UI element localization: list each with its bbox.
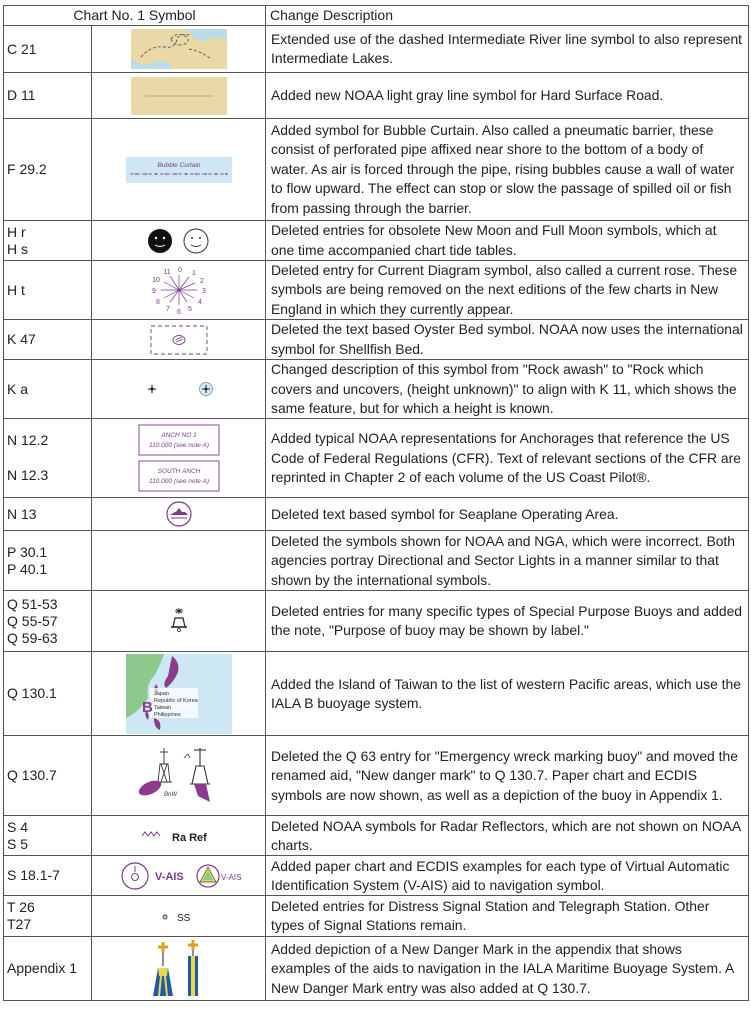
row-code: Q 51-53 Q 55-57 Q 59-63 — [4, 591, 92, 652]
row-code: S 4 S 5 — [4, 816, 92, 856]
table-row — [4, 652, 749, 736]
table-row — [4, 591, 749, 652]
svg-text:Japan: Japan — [153, 690, 169, 697]
row-description: Deleted the symbols shown for NOAA and NGA, which were incorrect. Both agencies portray Directional and Sector Lights in a manner similar to that shown by the international symbols. — [266, 531, 749, 591]
new-danger-buoy-icon — [92, 937, 266, 1001]
svg-text:Taiwan: Taiwan — [153, 704, 171, 711]
header-description: Change Description — [266, 6, 749, 26]
virtual-ais-icon — [92, 856, 266, 896]
table-row — [4, 736, 749, 816]
svg-text:110.000 (see note A): 110.000 (see note A) — [148, 478, 209, 486]
svg-text:SS: SS — [176, 913, 190, 925]
radar-reflector-icon — [92, 816, 266, 856]
row-code: H r H s — [4, 221, 92, 261]
row-code: K a — [4, 360, 92, 419]
row-code: F 29.2 — [4, 119, 92, 221]
row-code: N 13 — [4, 498, 92, 531]
row-code: N 12.2 N 12.3 — [4, 419, 92, 498]
current-rose-icon — [92, 261, 266, 320]
row-description: Added the Island of Taiwan to the list of western Pacific areas, which use the IALA B buoyage system. — [266, 652, 749, 736]
row-description: Deleted entries for obsolete New Moon and Full Moon symbols, which at one time accompanied chart tide tables. — [266, 221, 749, 261]
svg-text:Philippines: Philippines — [153, 711, 181, 718]
table-row — [4, 261, 749, 320]
svg-text:Republic of Korea: Republic of Korea — [153, 697, 198, 704]
row-code: S 18.1-7 — [4, 856, 92, 896]
svg-text:3: 3 — [201, 288, 206, 296]
dashed-river-line-icon — [92, 26, 266, 73]
oyster-bed-icon — [92, 320, 266, 360]
row-description: Deleted the Q 63 entry for "Emergency wreck marking buoy" and moved the renamed aid, "New danger mark" to Q 130.7. Paper chart and ECDIS symbols are now shown, as well as a depiction of the buoy in Appendix 1. — [266, 736, 749, 816]
table-row — [4, 221, 749, 261]
bubble-curtain-icon — [92, 119, 266, 221]
row-code: Q 130.7 — [4, 736, 92, 816]
table-row — [4, 937, 749, 1001]
svg-text:9: 9 — [151, 288, 156, 296]
row-description: Added typical NOAA representations for Anchorages that reference the US Code of Federal Regulations (CFR). Text of relevant sections of the CFR are reprinted in Chapter 2 of each volume of the US Coast Pilot®. — [266, 419, 749, 498]
row-description: Extended use of the dashed Intermediate River line symbol to also represent Intermediate Lakes. — [266, 26, 749, 73]
svg-text:V-AIS: V-AIS — [154, 870, 184, 883]
new-danger-mark-icon — [92, 736, 266, 816]
row-description: Deleted entry for Current Diagram symbol, also called a current rose. These symbols are being removed on the next editions of the few charts in New England in which they currently appear. — [266, 261, 749, 320]
svg-text:ANCH NO 1: ANCH NO 1 — [160, 432, 197, 440]
row-code: Q 130.1 — [4, 652, 92, 736]
svg-text:2: 2 — [199, 278, 204, 286]
table-row — [4, 73, 749, 119]
svg-text:8: 8 — [155, 299, 160, 307]
svg-text:SOUTH ANCH: SOUTH ANCH — [157, 468, 200, 476]
table-row — [4, 419, 749, 498]
hard-surface-road-icon — [92, 73, 266, 119]
svg-text:7: 7 — [165, 306, 170, 314]
table-row — [4, 320, 749, 360]
iala-b-map-icon — [92, 652, 266, 736]
svg-text:10: 10 — [151, 277, 160, 285]
row-code: P 30.1 P 40.1 — [4, 531, 92, 591]
row-description: Deleted NOAA symbols for Radar Reflectors, which are not shown on NOAA charts. — [266, 816, 749, 856]
row-code: Appendix 1 — [4, 937, 92, 1001]
row-description: Added depiction of a New Danger Mark in the appendix that shows examples of the aids to navigation in the IALA Maritime Buoyage System. A New Danger Mark entry was also added at Q 130.7. — [266, 937, 749, 1001]
chart-changes-table — [3, 5, 749, 1001]
signal-station-icon — [92, 896, 266, 937]
new-full-moon-icon — [92, 221, 266, 261]
row-code: T 26 T27 — [4, 896, 92, 937]
table-row — [4, 26, 749, 73]
svg-text:6: 6 — [176, 309, 181, 317]
svg-text:110.000 (see note A): 110.000 (see note A) — [148, 442, 209, 450]
row-code: D 11 — [4, 73, 92, 119]
svg-text:1: 1 — [191, 270, 196, 278]
row-description: Deleted entries for Distress Signal Station and Telegraph Station. Other types of Signal Stations remain. — [266, 896, 749, 937]
table-row — [4, 119, 749, 221]
seaplane-area-icon — [92, 498, 266, 531]
row-description: Deleted the text based Oyster Bed symbol. NOAA now uses the international symbol for Shellfish Bed. — [266, 320, 749, 360]
empty-symbol-cell — [92, 531, 266, 591]
svg-text:V-AIS: V-AIS — [220, 872, 241, 882]
table-row — [4, 896, 749, 937]
row-description: Changed description of this symbol from "Rock awash" to "Rock which covers and uncovers, (height unknown)" to align with K 11, which shows the same feature, but for which a height is known. — [266, 360, 749, 419]
svg-text:Ra Ref: Ra Ref — [171, 831, 207, 844]
svg-text:B: B — [141, 698, 153, 716]
anchorage-cfr-icon — [92, 419, 266, 498]
special-purpose-buoy-icon — [92, 591, 266, 652]
bubble-curtain-label: Bubble Curtain — [157, 161, 200, 169]
svg-text:BnW: BnW — [163, 791, 177, 798]
row-code: C 21 — [4, 26, 92, 73]
svg-text:5: 5 — [187, 306, 192, 314]
table-row — [4, 531, 749, 591]
table-row — [4, 360, 749, 419]
rock-awash-icon — [92, 360, 266, 419]
table-row — [4, 856, 749, 896]
svg-text:0: 0 — [177, 267, 182, 275]
table-row — [4, 816, 749, 856]
row-code: H t — [4, 261, 92, 320]
row-code: K 47 — [4, 320, 92, 360]
header-symbol: Chart No. 1 Symbol — [4, 6, 266, 26]
table-row — [4, 498, 749, 531]
row-description: Deleted entries for many specific types of Special Purpose Buoys and added the note, "Purpose of buoy may be shown by label." — [266, 591, 749, 652]
row-description: Deleted text based symbol for Seaplane Operating Area. — [266, 498, 749, 531]
table-header-row — [4, 6, 749, 26]
row-description: Added symbol for Bubble Curtain. Also called a pneumatic barrier, these consist of perforated pipe affixed near shore to the bottom of a body of water. As air is forced through the pipe, rising bubbles cause a wall of water to flow upward. The effect can stop or slow the passage of spilled oil or fish from passing through the barrier. — [266, 119, 749, 221]
row-description: Added paper chart and ECDIS examples for each type of Virtual Automatic Identification System (V-AIS) aid to navigation symbol. — [266, 856, 749, 896]
row-description: Added new NOAA light gray line symbol for Hard Surface Road. — [266, 73, 749, 119]
svg-text:11: 11 — [162, 269, 171, 277]
svg-text:4: 4 — [197, 299, 202, 307]
